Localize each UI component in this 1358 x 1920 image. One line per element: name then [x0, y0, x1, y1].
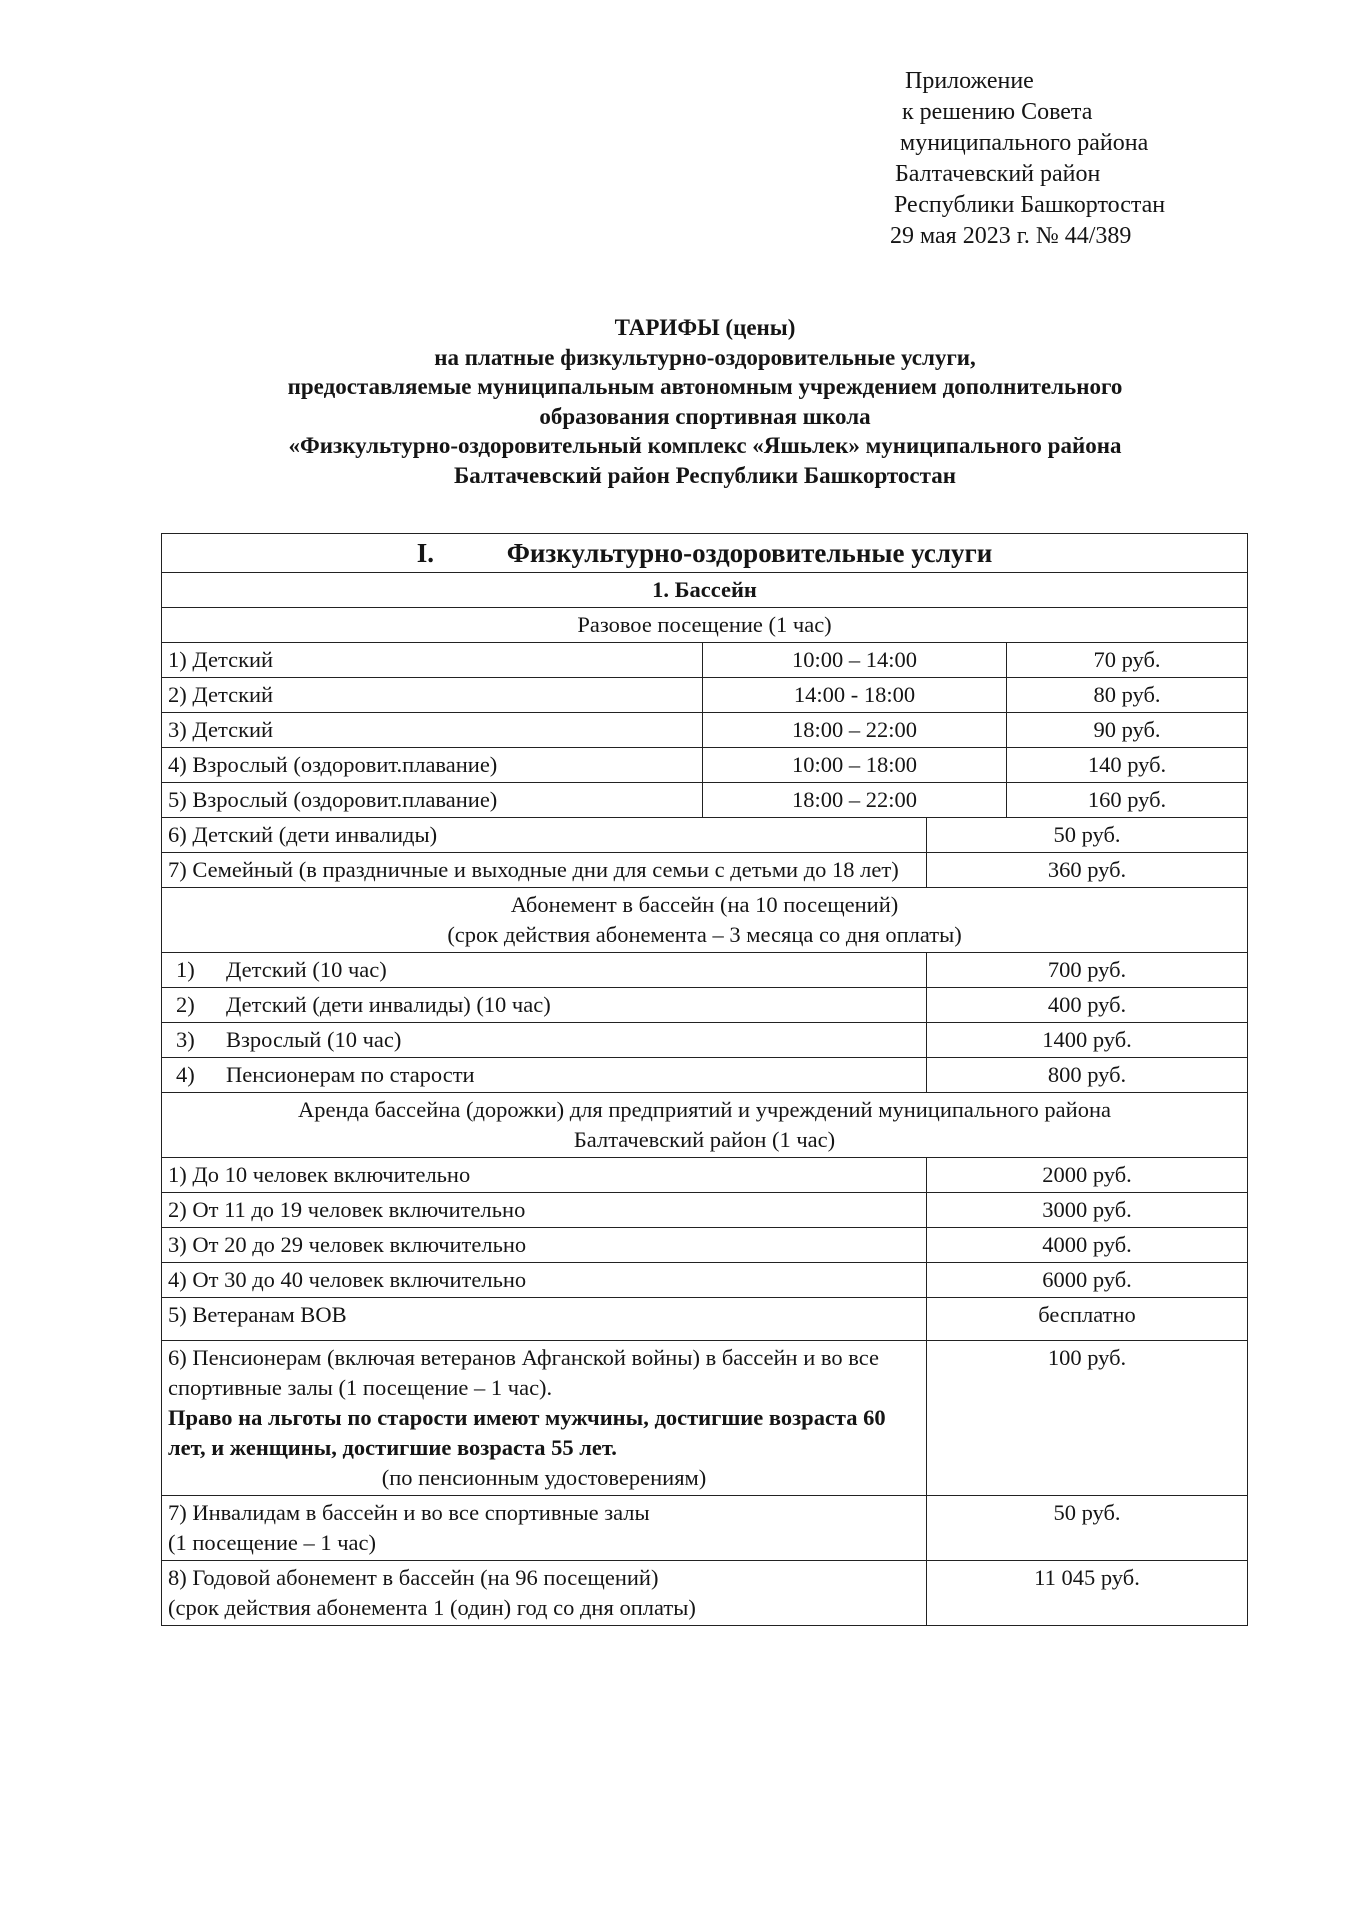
- price: 2000 руб.: [927, 1158, 1248, 1193]
- tariffs-table: [161, 533, 1248, 1626]
- single-visit-heading: Разовое посещение (1 час): [162, 608, 1248, 643]
- title-line: Балтачевский район Республики Башкортостан: [454, 462, 956, 488]
- appendix-line: Балтачевский район: [895, 161, 1101, 187]
- table-row: [162, 1158, 1248, 1193]
- price: 50 руб.: [927, 818, 1248, 853]
- table-row: [162, 818, 1248, 853]
- row-label: Взрослый (10 час): [226, 1027, 402, 1052]
- table-row: [162, 1263, 1248, 1298]
- price: 90 руб.: [1007, 713, 1248, 748]
- table-row: [162, 748, 1248, 783]
- time-range: 18:00 – 22:00: [703, 783, 1007, 818]
- table-row: [162, 678, 1248, 713]
- disabled-line: (1 посещение – 1 час): [168, 1530, 377, 1555]
- pensioners-text: 6) Пенсионерам (включая ветеранов Афганской войны) в бассейн и во все спортивные залы (1 посещение – 1 час).: [168, 1345, 879, 1400]
- row-number: 2): [176, 992, 195, 1017]
- service-label: [162, 1341, 927, 1496]
- row-number: 1): [176, 957, 195, 982]
- price: 360 руб.: [927, 853, 1248, 888]
- service-label: 4) Взрослый (оздоровит.плавание): [162, 748, 703, 783]
- price: 400 руб.: [927, 988, 1248, 1023]
- service-label: [162, 1496, 927, 1561]
- time-range: 10:00 – 14:00: [703, 643, 1007, 678]
- subscription-heading-line: (срок действия абонемента – 3 месяца со дня оплаты): [447, 922, 962, 947]
- price: 800 руб.: [927, 1058, 1248, 1093]
- annual-line: 8) Годовой абонемент в бассейн (на 96 посещений): [168, 1565, 659, 1590]
- time-range: 18:00 – 22:00: [703, 713, 1007, 748]
- document-title: [160, 313, 1250, 490]
- group-heading-row: [162, 1093, 1248, 1158]
- row-number: 3): [176, 1027, 195, 1052]
- appendix-line: муниципального района: [900, 130, 1149, 156]
- row-label: Детский (10 час): [226, 957, 387, 982]
- service-label: 6) Детский (дети инвалиды): [162, 818, 927, 853]
- table-row: [162, 1228, 1248, 1263]
- title-line: «Физкультурно-оздоровительный комплекс «Яшьлек» муниципального района: [288, 433, 1122, 458]
- table-row: [162, 643, 1248, 678]
- appendix-block: [890, 66, 1165, 252]
- service-label: [162, 953, 927, 988]
- price: 700 руб.: [927, 953, 1248, 988]
- annual-line: (срок действия абонемента 1 (один) год со дня оплаты): [168, 1595, 696, 1620]
- rent-heading: [162, 1093, 1248, 1158]
- certificate-note: (по пенсионным удостоверениям): [381, 1465, 707, 1490]
- group-heading-row: [162, 888, 1248, 953]
- subsection-header: 1. Бассейн: [162, 573, 1248, 608]
- service-label: 1) Детский: [162, 643, 703, 678]
- service-label: 5) Ветеранам ВОВ: [162, 1298, 927, 1341]
- row-number: 4): [176, 1062, 195, 1087]
- rent-heading-line: Балтачевский район (1 час): [573, 1127, 836, 1152]
- price: 4000 руб.: [927, 1228, 1248, 1263]
- service-label: 1) До 10 человек включительно: [162, 1158, 927, 1193]
- price: 50 руб.: [927, 1496, 1248, 1561]
- table-row: [162, 783, 1248, 818]
- price: 160 руб.: [1007, 783, 1248, 818]
- price: 11 045 руб.: [927, 1561, 1248, 1626]
- table-row: [162, 1023, 1248, 1058]
- service-label: [162, 1023, 927, 1058]
- table-row: [162, 1496, 1248, 1561]
- price: бесплатно: [927, 1298, 1248, 1341]
- service-label: 3) От 20 до 29 человек включительно: [162, 1228, 927, 1263]
- subsection-row: [162, 573, 1248, 608]
- service-label: 2) Детский: [162, 678, 703, 713]
- service-label: 4) От 30 до 40 человек включительно: [162, 1263, 927, 1298]
- price: 6000 руб.: [927, 1263, 1248, 1298]
- service-label: [162, 988, 927, 1023]
- rent-heading-line: Аренда бассейна (дорожки) для предприятий и учреждений муниципального района: [298, 1097, 1111, 1122]
- appendix-line: Приложение: [905, 68, 1034, 94]
- time-range: 10:00 – 18:00: [703, 748, 1007, 783]
- price: 1400 руб.: [927, 1023, 1248, 1058]
- table-row: [162, 1193, 1248, 1228]
- service-label: [162, 1561, 927, 1626]
- table-row: [162, 1298, 1248, 1341]
- row-label: Пенсионерам по старости: [226, 1062, 475, 1087]
- price: 3000 руб.: [927, 1193, 1248, 1228]
- table-row: [162, 1561, 1248, 1626]
- disabled-line: 7) Инвалидам в бассейн и во все спортивные залы: [168, 1500, 650, 1525]
- service-label: [162, 1058, 927, 1093]
- subscription-heading: [162, 888, 1248, 953]
- row-label: Детский (дети инвалиды) (10 час): [226, 992, 551, 1017]
- price: 70 руб.: [1007, 643, 1248, 678]
- price: 80 руб.: [1007, 678, 1248, 713]
- time-range: 14:00 - 18:00: [703, 678, 1007, 713]
- title-line: предоставляемые муниципальным автономным учреждением дополнительного: [287, 374, 1123, 399]
- section-header-row: [162, 534, 1248, 573]
- service-label: 5) Взрослый (оздоровит.плавание): [162, 783, 703, 818]
- table-row: [162, 713, 1248, 748]
- appendix-line: к решению Совета: [902, 99, 1093, 125]
- section-number: I.: [416, 538, 434, 568]
- table-row: [162, 1058, 1248, 1093]
- appendix-line: Республики Башкортостан: [894, 192, 1166, 218]
- section-header: [162, 534, 1248, 573]
- benefit-note: Право на льготы по старости имеют мужчины, достигшие возраста 60 лет, и женщины, достигшие возраста 55 лет.: [168, 1405, 886, 1460]
- price: 140 руб.: [1007, 748, 1248, 783]
- service-label: 3) Детский: [162, 713, 703, 748]
- price: 100 руб.: [927, 1341, 1248, 1496]
- table-row: [162, 988, 1248, 1023]
- subscription-heading-line: Абонемент в бассейн (на 10 посещений): [510, 892, 899, 917]
- group-heading-row: [162, 608, 1248, 643]
- appendix-line: 29 мая 2023 г. № 44/389: [890, 223, 1132, 249]
- title-line: ТАРИФЫ (цены): [614, 315, 796, 340]
- title-line: на платные физкультурно-оздоровительные услуги,: [434, 344, 976, 370]
- section-label: Физкультурно-оздоровительные услуги: [506, 538, 993, 568]
- service-label: 2) От 11 до 19 человек включительно: [162, 1193, 927, 1228]
- service-label: 7) Семейный (в праздничные и выходные дни для семьи с детьми до 18 лет): [162, 853, 927, 888]
- table-row: [162, 953, 1248, 988]
- title-line: образования спортивная школа: [539, 403, 871, 429]
- table-row: [162, 1341, 1248, 1496]
- table-row: [162, 853, 1248, 888]
